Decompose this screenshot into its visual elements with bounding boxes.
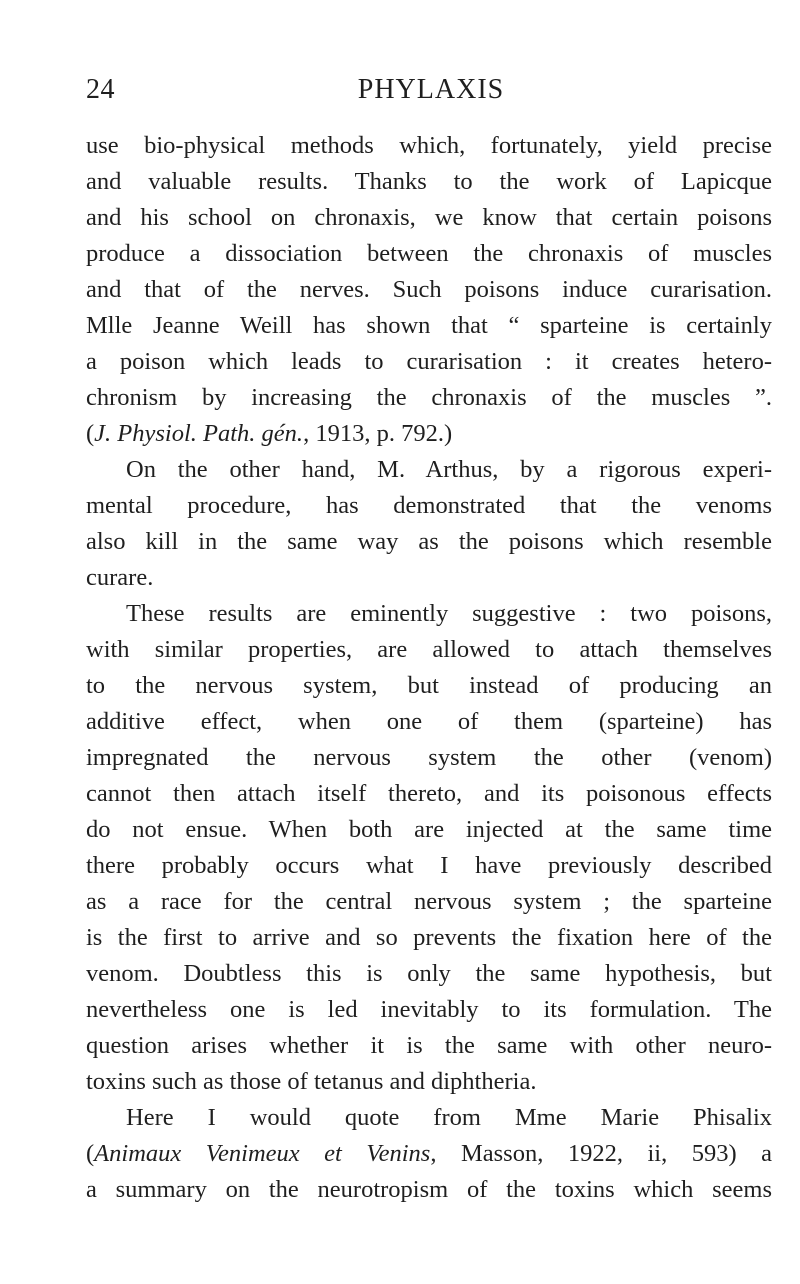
page-number: 24 [86, 74, 115, 105]
body-text [86, 128, 772, 1208]
running-title: PHYLAXIS [357, 74, 505, 105]
text-line: produce a dissociation between the chronaxis of muscles [86, 240, 772, 267]
text-line: toxins such as those of tetanus and diphtheria. [86, 1068, 537, 1095]
text-line: These results are eminently suggestive : two poisons, [126, 600, 772, 627]
text-line: Mlle Jeanne Weill has shown that “ sparteine is certainly [86, 312, 772, 339]
text-line: curare. [86, 564, 154, 591]
text-line: there probably occurs what I have previously described [86, 852, 772, 879]
text-line: and valuable results. Thanks to the work of Lapicque [86, 168, 772, 195]
text-line: On the other hand, M. Arthus, by a rigorous experi- [126, 456, 772, 483]
text-line: and that of the nerves. Such poisons induce curarisation. [86, 276, 772, 303]
text-line: do not ensue. When both are injected at the same time [86, 816, 772, 843]
citation-book-title: Animaux Venimeux et Venins [94, 1140, 431, 1167]
text-line: a poison which leads to curarisation : it creates hetero- [86, 348, 772, 375]
text-line: use bio-physical methods which, fortunately, yield precise [86, 132, 772, 159]
text-line: is the first to arrive and so prevents the fixation here of the [86, 924, 772, 951]
citation-line [86, 416, 772, 452]
citation-open-paren: ( [86, 1140, 95, 1167]
text-line: mental procedure, has demonstrated that the venoms [86, 492, 772, 519]
running-head [86, 72, 776, 108]
text-line: also kill in the same way as the poisons which resemble [86, 528, 772, 555]
text-line: cannot then attach itself thereto, and its poisonous effects [86, 780, 772, 807]
text-line: Here I would quote from Mme Marie Phisalix [126, 1104, 772, 1131]
text-line: a summary on the neurotropism of the toxins which seems [86, 1176, 772, 1203]
text-line: and his school on chronaxis, we know that certain poisons [86, 204, 772, 231]
text-line: chronism by increasing the chronaxis of the muscles ”. [86, 384, 772, 411]
citation-open-paren: ( [86, 420, 95, 447]
text-line: to the nervous system, but instead of producing an [86, 672, 772, 699]
citation-details: , Masson, 1922, ii, 593) a [430, 1140, 772, 1167]
citation-line [86, 1136, 772, 1172]
text-line: venom. Doubtless this is only the same hypothesis, but [86, 960, 772, 987]
text-line: with similar properties, are allowed to attach themselves [86, 636, 772, 663]
text-line: impregnated the nervous system the other (venom) [86, 744, 772, 771]
text-line: additive effect, when one of them (sparteine) has [86, 708, 772, 735]
text-line: nevertheless one is led inevitably to its formulation. The [86, 996, 772, 1023]
citation-details: , 1913, p. 792.) [303, 420, 453, 447]
text-line: question arises whether it is the same with other neuro- [86, 1032, 772, 1059]
citation-journal: J. Physiol. Path. gén. [94, 420, 304, 447]
text-line: as a race for the central nervous system ; the sparteine [86, 888, 772, 915]
